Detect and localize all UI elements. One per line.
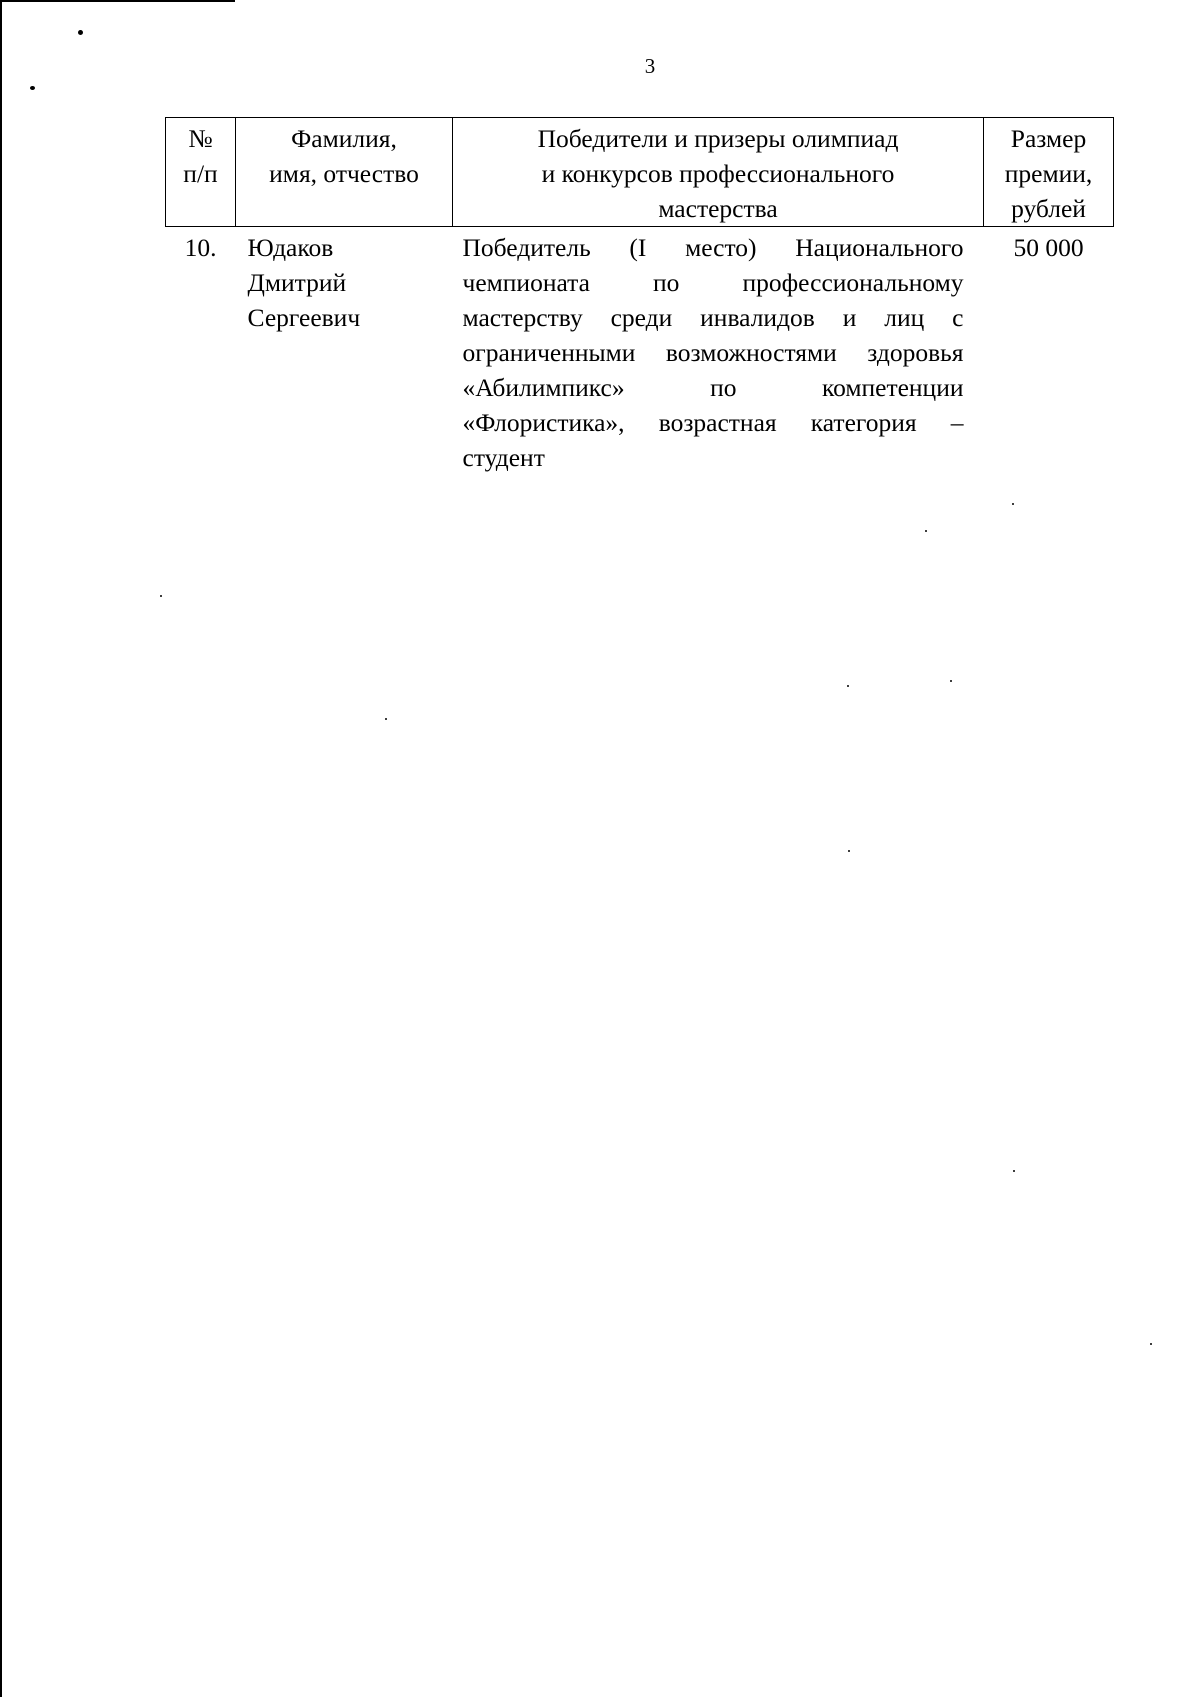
scan-edge-left bbox=[0, 0, 2, 1697]
header-line: п/п bbox=[183, 159, 218, 188]
name-line: Дмитрий bbox=[247, 268, 347, 297]
scan-speck bbox=[848, 850, 850, 852]
achievement-line: «Абилимпикс» по компетенции bbox=[462, 373, 964, 402]
header-name bbox=[236, 118, 453, 227]
achievement-line: студент bbox=[462, 443, 545, 472]
row-name bbox=[236, 227, 453, 476]
header-line: Размер bbox=[1010, 124, 1087, 153]
scan-speck bbox=[385, 718, 387, 720]
awards-table bbox=[165, 117, 1114, 475]
header-line: мастерства bbox=[658, 194, 778, 223]
scan-speck bbox=[30, 86, 35, 90]
header-line: Фамилия, bbox=[291, 124, 397, 153]
name-line: Юдаков bbox=[247, 233, 334, 262]
scan-speck bbox=[78, 30, 83, 35]
header-line: Победители и призеры олимпиад bbox=[537, 124, 899, 153]
scan-speck bbox=[925, 530, 927, 532]
scan-edge-top bbox=[0, 0, 235, 2]
table-header-row bbox=[166, 118, 1114, 227]
header-line: № bbox=[188, 124, 213, 153]
achievement-line: чемпионата по профессиональному bbox=[462, 268, 964, 297]
scan-speck bbox=[1150, 1343, 1152, 1345]
header-number bbox=[166, 118, 236, 227]
header-line: и конкурсов профессионального bbox=[541, 159, 895, 188]
achievement-line: мастерству среди инвалидов и лиц с bbox=[462, 303, 964, 332]
achievement-line: Победитель (I место) Национального bbox=[462, 233, 964, 262]
scan-speck bbox=[950, 680, 952, 682]
scan-speck bbox=[847, 685, 849, 687]
header-line: рублей bbox=[1011, 194, 1086, 223]
header-achievement bbox=[453, 118, 984, 227]
scan-speck bbox=[1013, 1170, 1015, 1172]
header-prize bbox=[984, 118, 1114, 227]
achievement-line: ограниченными возможностями здоровья bbox=[462, 338, 964, 367]
scan-speck bbox=[160, 595, 162, 597]
table-row bbox=[166, 227, 1114, 476]
row-achievement bbox=[453, 227, 984, 476]
header-line: имя, отчество bbox=[269, 159, 419, 188]
page-number: 3 bbox=[644, 54, 656, 78]
row-number: 10. bbox=[184, 233, 217, 262]
row-prize: 50 000 bbox=[1013, 233, 1084, 262]
achievement-line: «Флористика», возрастная категория – bbox=[462, 408, 964, 437]
header-line: премии, bbox=[1004, 159, 1093, 188]
name-line: Сергеевич bbox=[247, 303, 361, 332]
scan-speck bbox=[1012, 503, 1014, 505]
